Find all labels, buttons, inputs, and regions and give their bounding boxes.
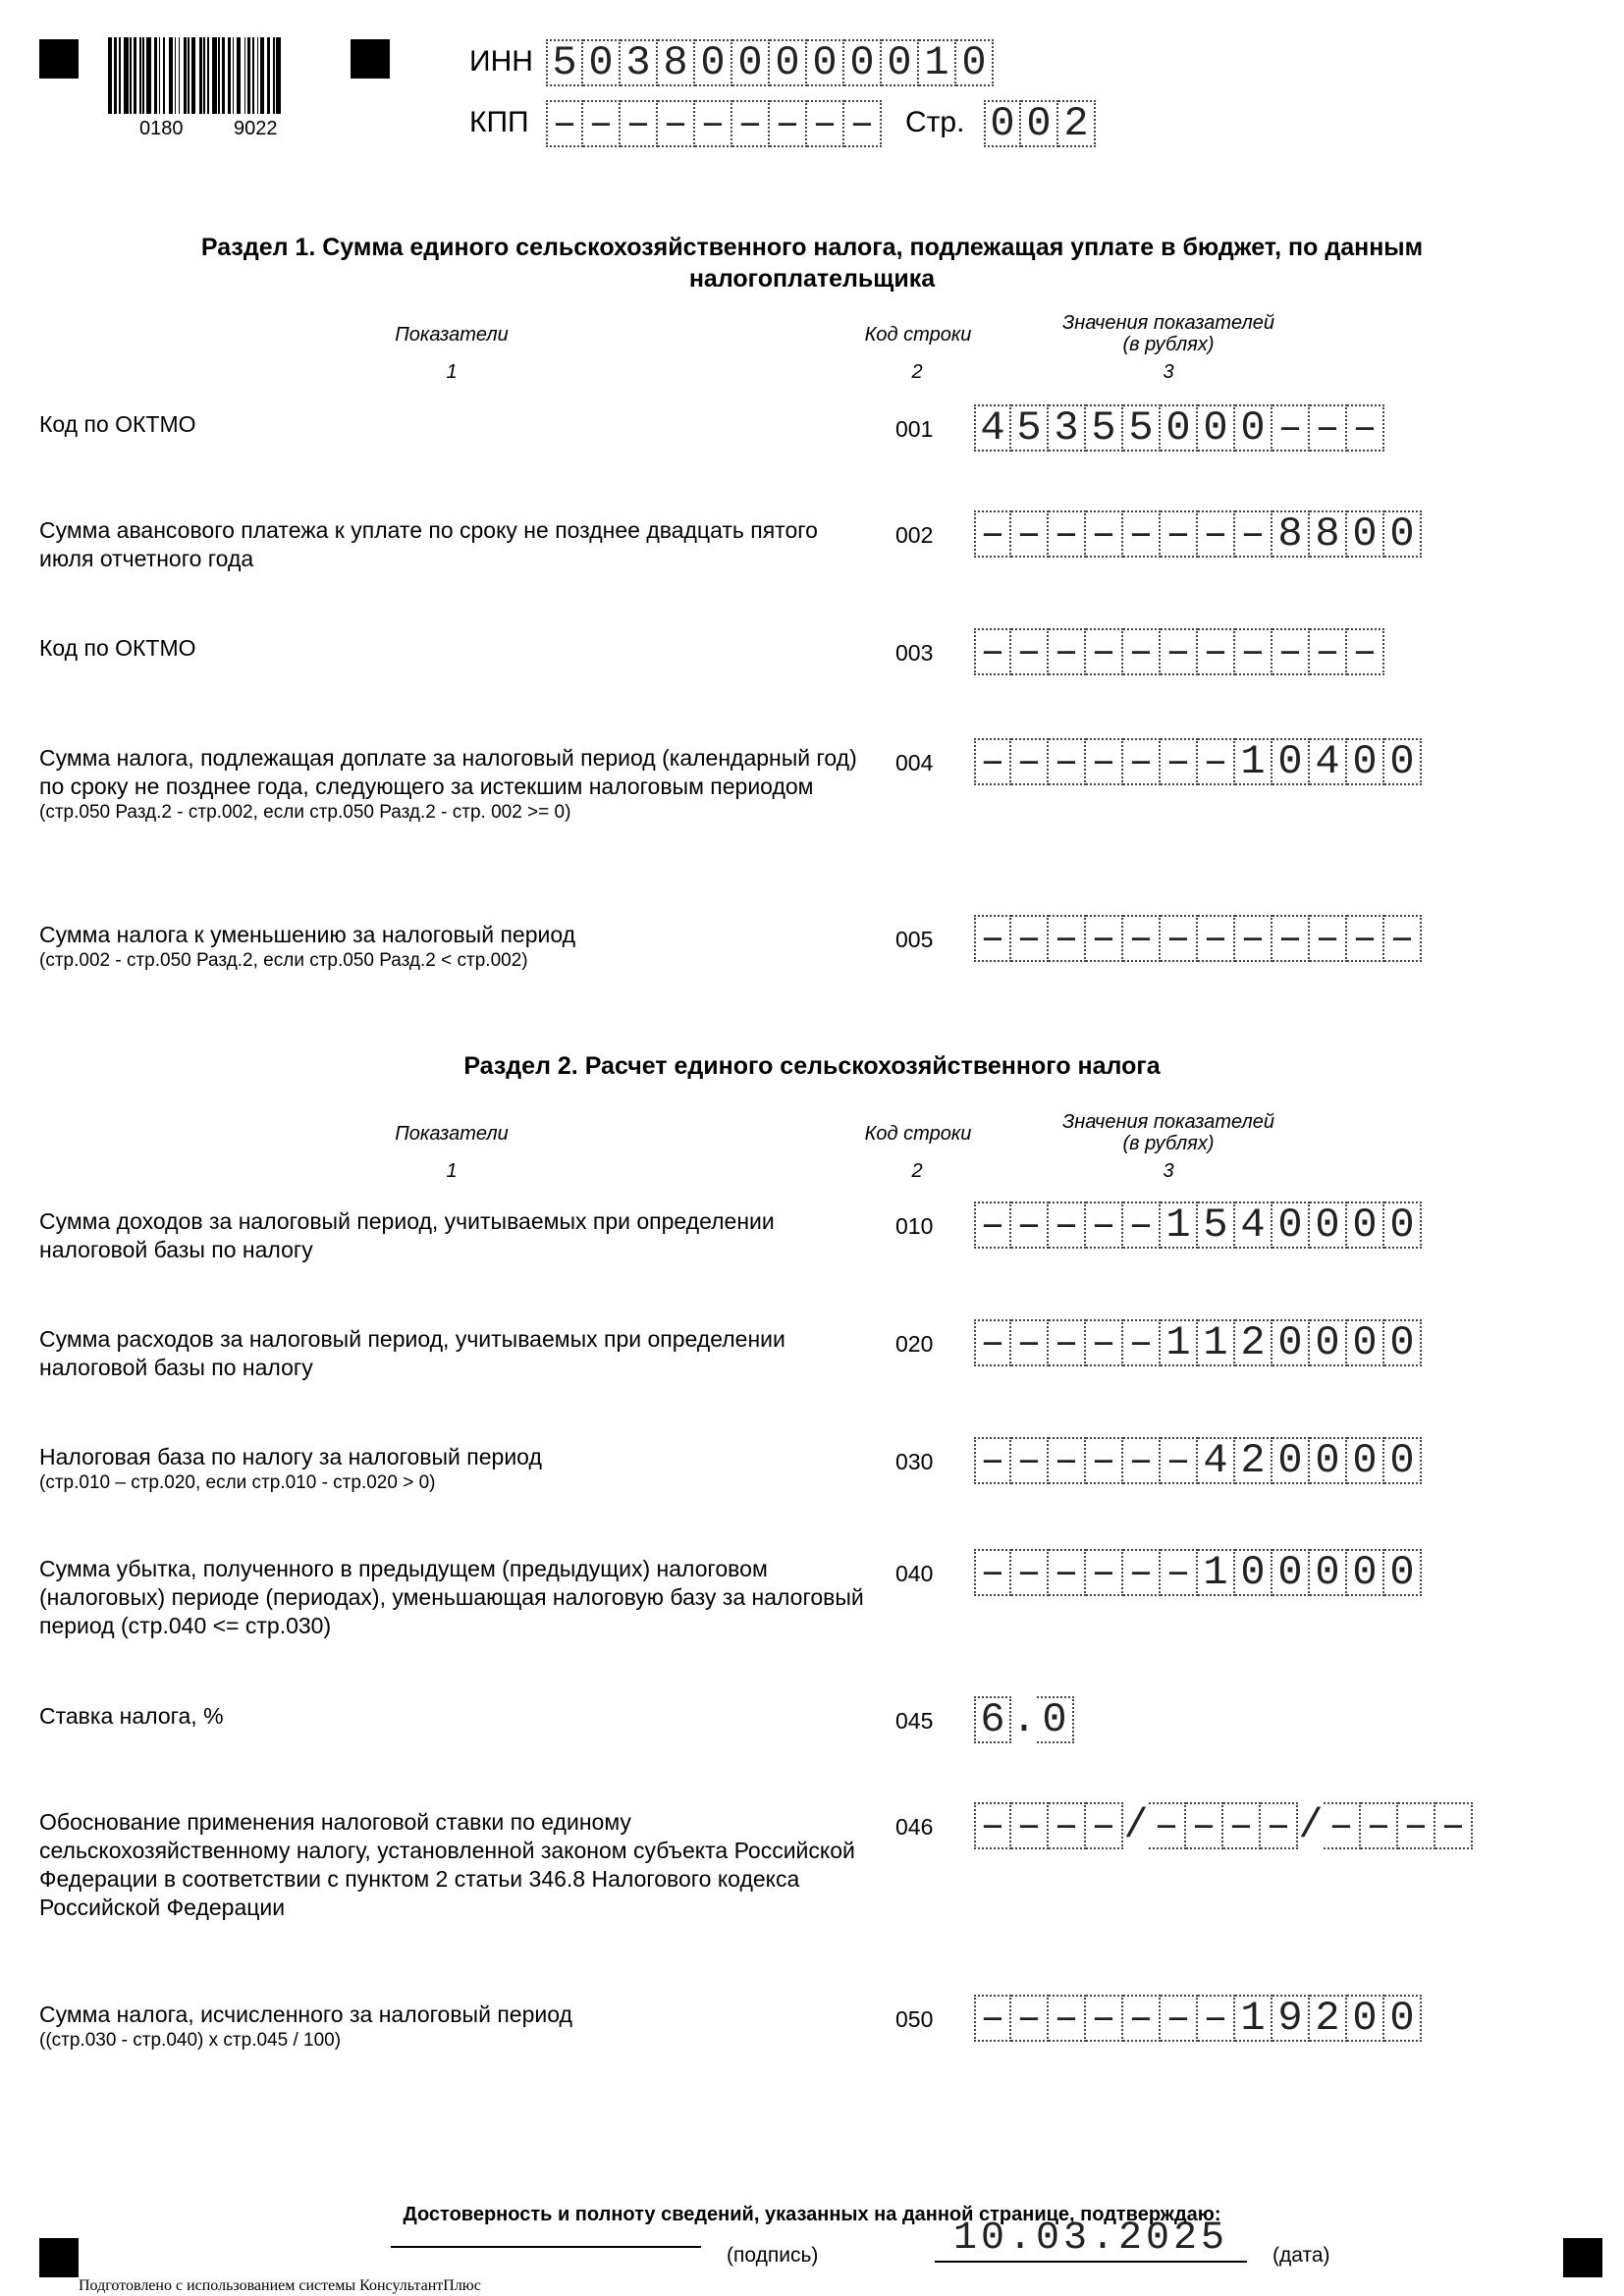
digit-cell[interactable]: 0 bbox=[1161, 404, 1198, 452]
digit-cell[interactable]: – bbox=[1011, 1437, 1049, 1484]
row-label bbox=[39, 1207, 864, 1264]
row-value-cells bbox=[974, 1802, 1473, 1849]
barcode-bar bbox=[134, 37, 136, 114]
barcode-bar bbox=[124, 37, 128, 114]
barcode-bar bbox=[163, 37, 166, 114]
digit-cell[interactable]: – bbox=[1361, 1802, 1398, 1849]
digit-cell[interactable]: 0 bbox=[1384, 1201, 1422, 1249]
barcode-bar bbox=[119, 37, 120, 114]
row-label bbox=[39, 744, 864, 825]
digit-cell[interactable]: – bbox=[1161, 1549, 1198, 1596]
digit-cell[interactable]: – bbox=[1011, 1995, 1049, 2042]
section2-col-num1: 1 bbox=[446, 1160, 458, 1182]
row-label bbox=[39, 2001, 864, 2053]
digit-cell[interactable]: – bbox=[1198, 915, 1235, 962]
section1-col-code: Код строки bbox=[864, 324, 972, 346]
digit-cell[interactable]: – bbox=[1086, 510, 1123, 558]
barcode-bar bbox=[222, 37, 225, 114]
row-value-cells bbox=[974, 1319, 1422, 1366]
row-value-cells bbox=[974, 1696, 1074, 1743]
digit-cell[interactable]: 0 bbox=[1384, 1995, 1422, 2042]
digit-cell[interactable]: 0 bbox=[1384, 1549, 1422, 1596]
digit-cell[interactable]: 0 bbox=[1310, 1319, 1347, 1366]
section1-col-values-line2: (в рублях) bbox=[1122, 334, 1215, 355]
row-label bbox=[39, 410, 864, 439]
digit-cell[interactable]: – bbox=[974, 915, 1011, 962]
digit-cell[interactable]: – bbox=[1011, 628, 1049, 675]
row-label-text: Код по ОКТМО bbox=[39, 411, 196, 437]
row-label bbox=[39, 1325, 864, 1382]
digit-cell[interactable]: 8 bbox=[1310, 510, 1347, 558]
row-label-text: Сумма налога, подлежащая доплате за налоговый период (календарный год) по сроку не позднее года, следующего за истекшим налоговым периодом bbox=[39, 745, 857, 799]
row-label-text: Сумма авансового платежа к уплате по сроку не позднее двадцать пятого июля отчетного года bbox=[39, 517, 818, 571]
section1-col-values-line1: Значения показателей bbox=[1061, 312, 1274, 334]
date-label: (дата) bbox=[1272, 2244, 1330, 2267]
row-label bbox=[39, 1702, 864, 1731]
barcode-bar bbox=[252, 37, 253, 114]
digit-cell[interactable]: – bbox=[1161, 915, 1198, 962]
row-label-text: Сумма убытка, полученного в предыдущем (предыдущих) налоговом (налоговых) периоде (периодах), уменьшающая налоговую базу за налоговый период (стр.040 <= стр.030) bbox=[39, 1556, 864, 1638]
section2-col-indicators: Показатели bbox=[395, 1123, 509, 1145]
digit-cell[interactable]: – bbox=[1161, 1995, 1198, 2042]
digit-cell[interactable]: – bbox=[1198, 510, 1235, 558]
row-value-cells bbox=[974, 1437, 1422, 1484]
digit-cell[interactable]: – bbox=[1086, 628, 1123, 675]
row-value-cells bbox=[974, 1201, 1422, 1249]
digit-cell[interactable]: – bbox=[1161, 738, 1198, 785]
digit-cell[interactable]: – bbox=[1011, 738, 1049, 785]
row-value-cells bbox=[974, 404, 1384, 452]
row-label-note: (стр.010 – стр.020, если стр.010 - стр.020 > 0) bbox=[39, 1472, 436, 1493]
row-label-text: Ставка налога, % bbox=[39, 1703, 224, 1729]
digit-cell[interactable]: – bbox=[1049, 1995, 1086, 2042]
digit-cell[interactable]: . bbox=[1011, 1696, 1037, 1743]
digit-cell[interactable]: 4 bbox=[974, 404, 1011, 452]
digit-cell[interactable]: 1 bbox=[1198, 1319, 1235, 1366]
digit-cell[interactable]: – bbox=[1123, 738, 1161, 785]
page-label: Стр. bbox=[905, 106, 965, 138]
digit-cell[interactable]: – bbox=[1049, 1319, 1086, 1366]
section2-col-code: Код строки bbox=[864, 1123, 972, 1145]
digit-cell[interactable]: – bbox=[974, 1437, 1011, 1484]
barcode-bar bbox=[267, 37, 270, 114]
digit-cell[interactable]: 5 bbox=[1011, 404, 1049, 452]
digit-cell[interactable]: 6 bbox=[974, 1696, 1011, 1743]
row-label bbox=[39, 516, 864, 573]
digit-cell[interactable]: – bbox=[1049, 510, 1086, 558]
row-label-text: Сумма доходов за налоговый период, учитываемых при определении налоговой базы по налогу bbox=[39, 1208, 775, 1262]
digit-cell[interactable]: – bbox=[1198, 738, 1235, 785]
digit-cell[interactable]: 0 bbox=[1235, 404, 1272, 452]
digit-cell[interactable]: – bbox=[1086, 1437, 1123, 1484]
barcode bbox=[108, 37, 283, 114]
digit-cell[interactable]: 8 bbox=[1272, 510, 1310, 558]
row-label bbox=[39, 634, 864, 663]
inn-cells bbox=[546, 39, 994, 86]
digit-cell[interactable]: – bbox=[621, 100, 658, 147]
barcode-bar bbox=[139, 37, 140, 114]
section2-col-values-line2: (в рублях) bbox=[1122, 1133, 1215, 1154]
row-label-text: Обоснование применения налоговой ставки по единому сельскохозяйственному налогу, установленной законом субъекта Российской Федерации в соответствии с пунктом 2 статьи 346.8 Налогового кодекса Российской Федерации bbox=[39, 1809, 855, 1920]
digit-cell[interactable]: – bbox=[974, 1802, 1011, 1849]
barcode-bar bbox=[130, 37, 131, 114]
digit-cell[interactable]: 0 bbox=[1384, 510, 1422, 558]
section1-col-num1: 1 bbox=[446, 361, 458, 383]
digit-cell[interactable]: – bbox=[1011, 915, 1049, 962]
digit-cell[interactable]: – bbox=[732, 100, 770, 147]
digit-cell[interactable]: 0 bbox=[1272, 1549, 1310, 1596]
digit-cell[interactable]: 0 bbox=[1384, 1319, 1422, 1366]
digit-cell[interactable]: 2 bbox=[1235, 1437, 1272, 1484]
digit-cell[interactable]: – bbox=[1186, 1802, 1223, 1849]
digit-cell[interactable]: – bbox=[1310, 404, 1347, 452]
digit-cell[interactable]: – bbox=[1123, 1437, 1161, 1484]
digit-cell[interactable]: 5 bbox=[1198, 1201, 1235, 1249]
digit-cell[interactable]: – bbox=[844, 100, 882, 147]
barcode-bar bbox=[237, 37, 241, 114]
row-value-cells bbox=[974, 915, 1422, 962]
digit-cell[interactable]: – bbox=[974, 628, 1011, 675]
digit-cell[interactable]: – bbox=[1086, 1995, 1123, 2042]
barcode-bar bbox=[114, 37, 117, 114]
digit-cell[interactable]: – bbox=[1123, 915, 1161, 962]
digit-cell[interactable]: 0 bbox=[1272, 1201, 1310, 1249]
digit-cell[interactable]: 0 bbox=[770, 39, 807, 86]
digit-cell[interactable]: – bbox=[1086, 738, 1123, 785]
digit-cell[interactable]: 5 bbox=[1123, 404, 1161, 452]
barcode-bar bbox=[108, 37, 112, 114]
digit-cell[interactable]: 4 bbox=[1235, 1201, 1272, 1249]
digit-cell[interactable]: – bbox=[1261, 1802, 1298, 1849]
row-value-cells bbox=[974, 510, 1422, 558]
digit-cell[interactable]: – bbox=[1161, 510, 1198, 558]
barcode-bar bbox=[146, 37, 150, 114]
digit-cell[interactable]: – bbox=[1123, 628, 1161, 675]
barcode-bar bbox=[169, 37, 173, 114]
digit-cell[interactable]: – bbox=[1123, 1319, 1161, 1366]
row-label-note: (стр.050 Разд.2 - стр.002, если стр.050 Разд.2 - стр. 002 >= 0) bbox=[39, 802, 571, 823]
digit-cell[interactable]: – bbox=[1347, 915, 1384, 962]
row-code: 030 bbox=[895, 1449, 934, 1474]
digit-cell[interactable]: – bbox=[1435, 1802, 1473, 1849]
digit-cell[interactable]: – bbox=[1347, 404, 1384, 452]
digit-cell[interactable]: 0 bbox=[1310, 1201, 1347, 1249]
barcode-bar bbox=[188, 37, 189, 114]
digit-cell[interactable]: – bbox=[546, 100, 583, 147]
digit-cell[interactable]: 1 bbox=[1198, 1549, 1235, 1596]
digit-cell[interactable]: – bbox=[1086, 1802, 1123, 1849]
section2-title: Раздел 2. Расчет единого сельскохозяйственного налога bbox=[463, 1052, 1161, 1080]
row-label-note: (стр.002 - стр.050 Разд.2, если стр.050 Разд.2 < стр.002) bbox=[39, 950, 528, 971]
digit-cell[interactable]: / bbox=[1123, 1802, 1149, 1849]
digit-cell[interactable]: – bbox=[1272, 915, 1310, 962]
digit-cell[interactable]: – bbox=[695, 100, 732, 147]
digit-cell[interactable]: – bbox=[658, 100, 695, 147]
barcode-number-right: 9022 bbox=[234, 118, 278, 139]
digit-cell[interactable]: – bbox=[974, 738, 1011, 785]
row-code: 050 bbox=[895, 2006, 934, 2032]
row-label bbox=[39, 1808, 864, 1922]
digit-cell[interactable]: 0 bbox=[984, 100, 1021, 147]
digit-cell[interactable]: – bbox=[1198, 1995, 1235, 2042]
row-code: 045 bbox=[895, 1708, 934, 1734]
digit-cell[interactable]: 8 bbox=[658, 39, 695, 86]
digit-cell[interactable]: 0 bbox=[1272, 1437, 1310, 1484]
barcode-bar bbox=[228, 37, 231, 114]
digit-cell[interactable]: – bbox=[1310, 628, 1347, 675]
digit-cell[interactable]: – bbox=[770, 100, 807, 147]
row-label bbox=[39, 1443, 864, 1495]
digit-cell[interactable]: – bbox=[1123, 1995, 1161, 2042]
digit-cell[interactable]: – bbox=[1011, 510, 1049, 558]
signature-label: (подпись) bbox=[727, 2244, 819, 2267]
barcode-number-left: 0180 bbox=[139, 118, 184, 139]
digit-cell[interactable]: 3 bbox=[621, 39, 658, 86]
digit-cell[interactable]: – bbox=[1223, 1802, 1261, 1849]
digit-cell[interactable]: – bbox=[1123, 1201, 1161, 1249]
barcode-bar bbox=[257, 37, 258, 114]
digit-cell[interactable]: 0 bbox=[1347, 1437, 1384, 1484]
corner-marker-top-right bbox=[351, 39, 390, 79]
digit-cell[interactable]: 0 bbox=[1021, 100, 1058, 147]
digit-cell[interactable]: – bbox=[1049, 738, 1086, 785]
prepared-note: Подготовлено с использованием системы КонсультантПлюс bbox=[79, 2277, 481, 2294]
digit-cell[interactable]: 0 bbox=[1347, 1995, 1384, 2042]
digit-cell[interactable]: / bbox=[1298, 1802, 1324, 1849]
section2-col-num3: 3 bbox=[1163, 1160, 1174, 1182]
barcode-bar bbox=[179, 37, 180, 114]
digit-cell[interactable]: 0 bbox=[1310, 1549, 1347, 1596]
digit-cell[interactable]: – bbox=[1384, 915, 1422, 962]
digit-cell[interactable]: 3 bbox=[1049, 404, 1086, 452]
digit-cell[interactable]: – bbox=[974, 1201, 1011, 1249]
section1-col-indicators: Показатели bbox=[395, 324, 509, 346]
row-label-text: Сумма расходов за налоговый период, учитываемых при определении налоговой базы по налогу bbox=[39, 1326, 785, 1380]
digit-cell[interactable]: – bbox=[1011, 1201, 1049, 1249]
row-value-cells bbox=[974, 738, 1422, 785]
barcode-bar bbox=[212, 37, 216, 114]
digit-cell[interactable]: – bbox=[807, 100, 844, 147]
barcode-bar bbox=[184, 37, 187, 114]
digit-cell[interactable]: – bbox=[1049, 628, 1086, 675]
barcode-bar bbox=[276, 37, 280, 114]
row-code: 020 bbox=[895, 1331, 934, 1357]
digit-cell[interactable]: – bbox=[1011, 1549, 1049, 1596]
digit-cell[interactable]: 1 bbox=[1161, 1201, 1198, 1249]
digit-cell[interactable]: 0 bbox=[1384, 738, 1422, 785]
digit-cell[interactable]: – bbox=[974, 1549, 1011, 1596]
corner-marker-bottom-right bbox=[1563, 2238, 1602, 2277]
corner-marker-top-left bbox=[39, 39, 79, 79]
digit-cell[interactable]: 0 bbox=[1347, 1201, 1384, 1249]
row-label bbox=[39, 1555, 864, 1640]
section2-col-values bbox=[1021, 1111, 1316, 1154]
section1-title-line1: Раздел 1. Сумма единого сельскохозяйственного налога, подлежащая уплате в бюджет, по данным bbox=[200, 234, 1424, 261]
barcode-bar bbox=[199, 37, 202, 114]
digit-cell[interactable]: – bbox=[1086, 1319, 1123, 1366]
barcode-bar bbox=[207, 37, 208, 114]
digit-cell[interactable]: 0 bbox=[732, 39, 770, 86]
row-code: 005 bbox=[895, 927, 934, 952]
digit-cell[interactable]: – bbox=[1086, 1201, 1123, 1249]
barcode-bar bbox=[218, 37, 219, 114]
row-label-text: Сумма налога, исчисленного за налоговый период bbox=[39, 2002, 572, 2027]
digit-cell[interactable]: – bbox=[1347, 628, 1384, 675]
row-code: 046 bbox=[895, 1814, 934, 1840]
digit-cell[interactable]: 2 bbox=[1310, 1995, 1347, 2042]
digit-cell[interactable]: – bbox=[1011, 1319, 1049, 1366]
confirmation-text: Достоверность и полноту сведений, указанных на данной странице, подтверждаю: bbox=[403, 2204, 1221, 2225]
digit-cell[interactable]: 0 bbox=[1310, 1437, 1347, 1484]
kpp-cells bbox=[546, 100, 882, 147]
digit-cell[interactable]: – bbox=[1049, 1802, 1086, 1849]
row-code: 003 bbox=[895, 640, 934, 666]
row-value-cells bbox=[974, 628, 1384, 675]
digit-cell[interactable]: 5 bbox=[546, 39, 583, 86]
digit-cell[interactable]: – bbox=[1272, 628, 1310, 675]
section1-col-values bbox=[1021, 312, 1316, 355]
digit-cell[interactable]: 0 bbox=[1347, 1549, 1384, 1596]
digit-cell[interactable]: – bbox=[974, 1995, 1011, 2042]
digit-cell[interactable]: – bbox=[1235, 510, 1272, 558]
barcode-bar bbox=[244, 37, 245, 114]
barcode-bar bbox=[142, 37, 143, 114]
digit-cell[interactable]: 0 bbox=[1347, 1319, 1384, 1366]
digit-cell[interactable]: – bbox=[1123, 510, 1161, 558]
barcode-bar bbox=[159, 37, 160, 114]
section1-title-line2: налогоплательщика bbox=[688, 265, 936, 293]
digit-cell[interactable]: 5 bbox=[1086, 404, 1123, 452]
row-code: 002 bbox=[895, 522, 934, 548]
digit-cell[interactable]: 0 bbox=[956, 39, 994, 86]
digit-cell[interactable]: – bbox=[583, 100, 621, 147]
barcode-bar bbox=[154, 37, 157, 114]
digit-cell[interactable]: 0 bbox=[844, 39, 882, 86]
date-field[interactable]: 10.03.2025 bbox=[935, 2216, 1247, 2263]
digit-cell[interactable]: 0 bbox=[695, 39, 732, 86]
digit-cell[interactable]: – bbox=[1198, 628, 1235, 675]
digit-cell[interactable]: 0 bbox=[1198, 404, 1235, 452]
digit-cell[interactable]: – bbox=[1235, 915, 1272, 962]
digit-cell[interactable]: 2 bbox=[1235, 1319, 1272, 1366]
digit-cell[interactable]: – bbox=[1049, 915, 1086, 962]
row-label-text: Сумма налога к уменьшению за налоговый период bbox=[39, 922, 576, 947]
section1-col-num2: 2 bbox=[911, 361, 923, 383]
inn-label: ИНН bbox=[469, 45, 533, 78]
row-code: 004 bbox=[895, 750, 934, 775]
digit-cell[interactable]: 0 bbox=[882, 39, 919, 86]
digit-cell[interactable]: 4 bbox=[1310, 738, 1347, 785]
digit-cell[interactable]: – bbox=[1398, 1802, 1435, 1849]
digit-cell[interactable]: 1 bbox=[1235, 1995, 1272, 2042]
digit-cell[interactable]: 0 bbox=[1037, 1696, 1074, 1743]
digit-cell[interactable]: 1 bbox=[919, 39, 956, 86]
digit-cell[interactable]: – bbox=[1086, 915, 1123, 962]
corner-marker-bottom-left bbox=[39, 2238, 79, 2277]
digit-cell[interactable]: 0 bbox=[583, 39, 621, 86]
row-label-text: Код по ОКТМО bbox=[39, 635, 196, 661]
digit-cell[interactable]: 0 bbox=[1347, 738, 1384, 785]
digit-cell[interactable]: 9 bbox=[1272, 1995, 1310, 2042]
row-code: 001 bbox=[895, 416, 934, 442]
digit-cell[interactable]: – bbox=[1235, 628, 1272, 675]
barcode-bar bbox=[233, 37, 234, 114]
row-code: 010 bbox=[895, 1213, 934, 1239]
digit-cell[interactable]: 0 bbox=[1384, 1437, 1422, 1484]
digit-cell[interactable]: – bbox=[1123, 1549, 1161, 1596]
barcode-bar bbox=[203, 37, 204, 114]
row-value-cells bbox=[974, 1549, 1422, 1596]
row-label bbox=[39, 921, 864, 973]
digit-cell[interactable]: – bbox=[1049, 1437, 1086, 1484]
barcode-bar bbox=[191, 37, 195, 114]
signature-field[interactable] bbox=[391, 2246, 701, 2248]
barcode-bar bbox=[175, 37, 176, 114]
row-code: 040 bbox=[895, 1561, 934, 1586]
row-value-cells bbox=[974, 1995, 1422, 2042]
kpp-label: КПП bbox=[469, 106, 529, 138]
digit-cell[interactable]: 2 bbox=[1058, 100, 1096, 147]
section1-title bbox=[0, 232, 1624, 294]
digit-cell[interactable]: – bbox=[1310, 915, 1347, 962]
digit-cell[interactable]: – bbox=[974, 510, 1011, 558]
digit-cell[interactable]: – bbox=[1161, 628, 1198, 675]
digit-cell[interactable]: – bbox=[1086, 1549, 1123, 1596]
digit-cell[interactable]: 0 bbox=[1272, 1319, 1310, 1366]
row-label-note: ((стр.030 - стр.040) x стр.045 / 100) bbox=[39, 2030, 342, 2051]
barcode-bar bbox=[260, 37, 264, 114]
digit-cell[interactable]: – bbox=[1149, 1802, 1186, 1849]
digit-cell[interactable]: – bbox=[1011, 1802, 1049, 1849]
row-label-text: Налоговая база по налогу за налоговый период bbox=[39, 1444, 542, 1469]
section2-col-values-line1: Значения показателей bbox=[1061, 1111, 1274, 1133]
page-number-cells bbox=[984, 100, 1096, 147]
digit-cell[interactable]: 1 bbox=[1161, 1319, 1198, 1366]
digit-cell[interactable]: 4 bbox=[1198, 1437, 1235, 1484]
digit-cell[interactable]: 0 bbox=[807, 39, 844, 86]
section1-col-num3: 3 bbox=[1163, 361, 1174, 383]
digit-cell[interactable]: – bbox=[1049, 1549, 1086, 1596]
digit-cell[interactable]: 0 bbox=[1272, 738, 1310, 785]
digit-cell[interactable]: – bbox=[1272, 404, 1310, 452]
digit-cell[interactable]: – bbox=[1161, 1437, 1198, 1484]
barcode-bar bbox=[247, 37, 250, 114]
barcode-bar bbox=[273, 37, 274, 114]
digit-cell[interactable]: – bbox=[1324, 1802, 1361, 1849]
digit-cell[interactable]: – bbox=[1049, 1201, 1086, 1249]
section2-col-num2: 2 bbox=[911, 1160, 923, 1182]
digit-cell[interactable]: – bbox=[974, 1319, 1011, 1366]
digit-cell[interactable]: 0 bbox=[1235, 1549, 1272, 1596]
digit-cell[interactable]: 1 bbox=[1235, 738, 1272, 785]
digit-cell[interactable]: 0 bbox=[1347, 510, 1384, 558]
